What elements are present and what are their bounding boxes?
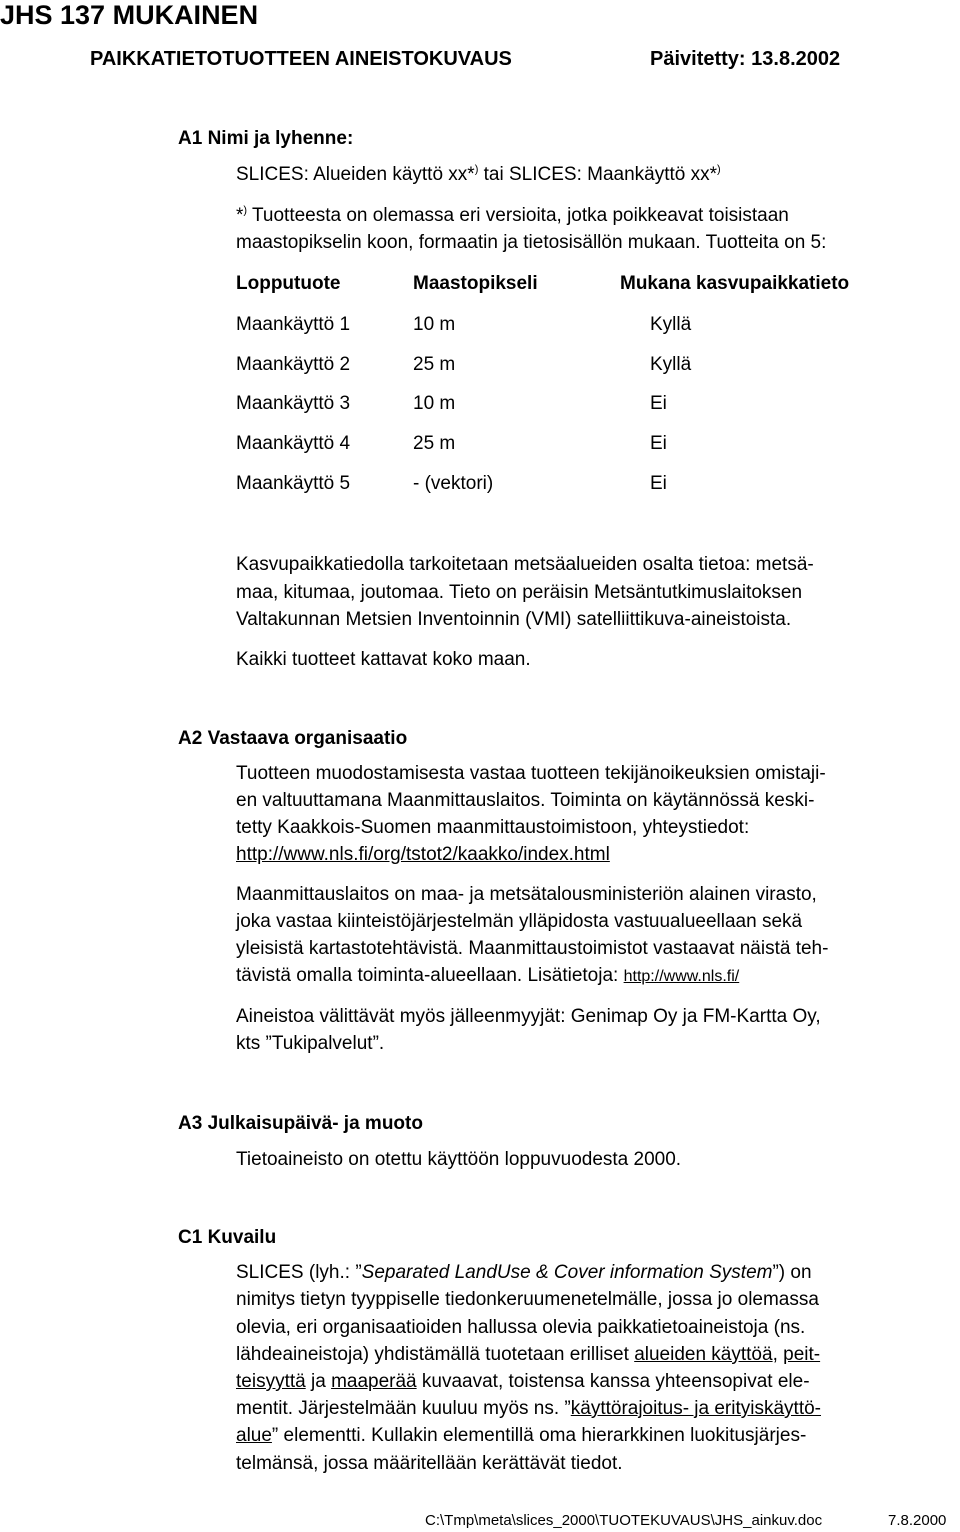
a2-paragraph-1-line-2: en valtuuttamana Maanmittauslaitos. Toiminta on käytännössä keski- — [236, 790, 815, 811]
c1-text: ja — [305, 1371, 332, 1392]
slices-abbrev-prefix: SLICES (lyh.: ” — [236, 1262, 362, 1283]
footnote-mark-1: ) — [474, 163, 479, 176]
c1-line-1 — [236, 1262, 812, 1284]
c1-text: mentit. Järjestelmään kuuluu myös ns. ” — [236, 1398, 571, 1419]
land-cover-term-part-1: peit- — [783, 1344, 821, 1365]
table-cell-site-info: Ei — [650, 433, 667, 454]
footnote-mark-3: ) — [243, 204, 248, 217]
version-note-line-1 — [236, 205, 789, 227]
version-note-line-2: maastopikselin koon, formaatin ja tietosisällön mukaan. Tuotteita on 5: — [236, 232, 827, 253]
note-text: Tuotteesta on olemassa eri versioita, jotka poikkeavat toisistaan — [247, 205, 789, 226]
table-header-pixel: Maastopikseli — [413, 273, 538, 294]
land-use-term: alueiden käyttöä — [634, 1344, 773, 1365]
section-a3-heading: A3 Julkaisupäivä- ja muoto — [178, 1113, 423, 1134]
coverage-text: Kaikki tuotteet kattavat koko maan. — [236, 649, 531, 670]
c1-line-7 — [236, 1425, 806, 1447]
table-cell-product: Maankäyttö 5 — [236, 473, 351, 494]
c1-line-5 — [236, 1371, 810, 1393]
c1-line-8: telmänsä, jossa määritellään kerättävät tiedot. — [236, 1453, 623, 1474]
table-cell-site-info: Ei — [650, 473, 667, 494]
a2-paragraph-3-line-1: Aineistoa välittävät myös jälleenmyyjät: Genimap Oy ja FM-Kartta Oy, — [236, 1006, 821, 1027]
slices-abbrev-suffix: ”) on — [772, 1262, 812, 1283]
table-cell-pixel: 10 m — [413, 314, 456, 335]
table-header-product: Lopputuote — [236, 273, 341, 294]
slices-full-name: Separated LandUse & Cover information System — [361, 1262, 773, 1283]
table-cell-product: Maankäyttö 1 — [236, 314, 351, 335]
kaakko-office-link[interactable]: http://www.nls.fi/org/tstot2/kaakko/index.html — [236, 844, 610, 865]
c1-text: ” elementti. Kullakin elementillä oma hierarkkinen luokitusjärjes- — [271, 1425, 807, 1446]
a2-paragraph-2-line-3: yleisistä kartastotehtävistä. Maanmittaustoimistot vastaavat näistä teh- — [236, 938, 829, 959]
soil-term: maaperää — [331, 1371, 417, 1392]
restriction-area-term-part-1: käyttörajoitus- ja erityiskäyttö- — [570, 1398, 821, 1419]
a2-paragraph-1-line-3: tetty Kaakkois-Suomen maanmittaustoimistoon, yhteystiedot: — [236, 817, 750, 838]
table-cell-pixel: 10 m — [413, 393, 456, 414]
section-a1-heading: A1 Nimi ja lyhenne: — [178, 128, 354, 149]
footer-file-path: C:\Tmp\meta\slices_2000\TUOTEKUVAUS\JHS_ainkuv.doc — [425, 1512, 823, 1529]
c1-line-3: olevia, eri organisaatioiden hallussa olevia paikkatietoaineistoja (ns. — [236, 1317, 806, 1338]
product-name-2: tai SLICES: Maankäyttö xx* — [478, 164, 718, 185]
c1-line-6 — [236, 1398, 821, 1420]
section-a2-heading: A2 Vastaava organisaatio — [178, 728, 408, 749]
table-cell-pixel: 25 m — [413, 354, 456, 375]
footnote-mark-2: ) — [717, 163, 721, 176]
table-cell-pixel: 25 m — [413, 433, 456, 454]
product-name-1: SLICES: Alueiden käyttö xx* — [236, 164, 475, 185]
table-cell-site-info: Kyllä — [650, 354, 692, 375]
site-info-description-line-3: Valtakunnan Metsien Inventoinnin (VMI) satelliittikuva-aineistoista. — [236, 609, 792, 630]
site-info-description-line-2: maa, kitumaa, joutomaa. Tieto on peräisin Metsäntutkimuslaitoksen — [236, 582, 803, 603]
a2-paragraph-1-line-1: Tuotteen muodostamisesta vastaa tuotteen tekijänoikeuksien omistaji- — [236, 763, 826, 784]
c1-line-2: nimitys tietyn tyyppiselle tiedonkeruumenetelmälle, jossa jo olemassa — [236, 1289, 819, 1310]
a2-paragraph-3-line-2: kts ”Tukipalvelut”. — [236, 1033, 385, 1054]
more-info-label: tävistä omalla toiminta-alueellaan. Lisätietoja: — [236, 965, 624, 986]
table-cell-site-info: Ei — [650, 393, 667, 414]
table-cell-pixel: - (vektori) — [413, 473, 494, 494]
c1-line-4 — [236, 1344, 820, 1366]
table-cell-site-info: Kyllä — [650, 314, 692, 335]
a2-paragraph-2-line-1: Maanmittauslaitos on maa- ja metsätalousministeriön alainen virasto, — [236, 884, 817, 905]
section-c1-heading: C1 Kuvailu — [178, 1227, 277, 1248]
c1-text: kuvaavat, toistensa kanssa yhteensopivat ele- — [416, 1371, 810, 1392]
a2-paragraph-2-line-4 — [236, 965, 739, 987]
table-cell-product: Maankäyttö 4 — [236, 433, 351, 454]
a2-paragraph-2-line-2: joka vastaa kiinteistöjärjestelmän ylläpidosta vastuualueellaan sekä — [236, 911, 803, 932]
table-cell-product: Maankäyttö 3 — [236, 393, 351, 414]
updated-date: Päivitetty: 13.8.2002 — [650, 48, 841, 70]
table-cell-product: Maankäyttö 2 — [236, 354, 351, 375]
footnote-star: * — [236, 205, 244, 226]
c1-text: lähdeaineistoja) yhdistämällä tuotetaan erilliset — [236, 1344, 635, 1365]
nls-link[interactable]: http://www.nls.fi/ — [623, 968, 740, 985]
product-names — [236, 164, 721, 186]
restriction-area-term-part-2: alue — [236, 1425, 272, 1446]
document-subtitle: PAIKKATIETOTUOTTEEN AINEISTOKUVAUS — [90, 48, 512, 70]
document-title: JHS 137 MUKAINEN — [0, 0, 259, 30]
table-header-site-info: Mukana kasvupaikkatieto — [620, 273, 850, 294]
site-info-description-line-1: Kasvupaikkatiedolla tarkoitetaan metsäalueiden osalta tietoa: metsä- — [236, 554, 814, 575]
land-cover-term-part-2: teisyyttä — [236, 1371, 306, 1392]
footer-date: 7.8.2000 — [888, 1512, 947, 1529]
c1-text: , — [772, 1344, 784, 1365]
publication-text: Tietoaineisto on otettu käyttöön loppuvuodesta 2000. — [236, 1149, 682, 1170]
